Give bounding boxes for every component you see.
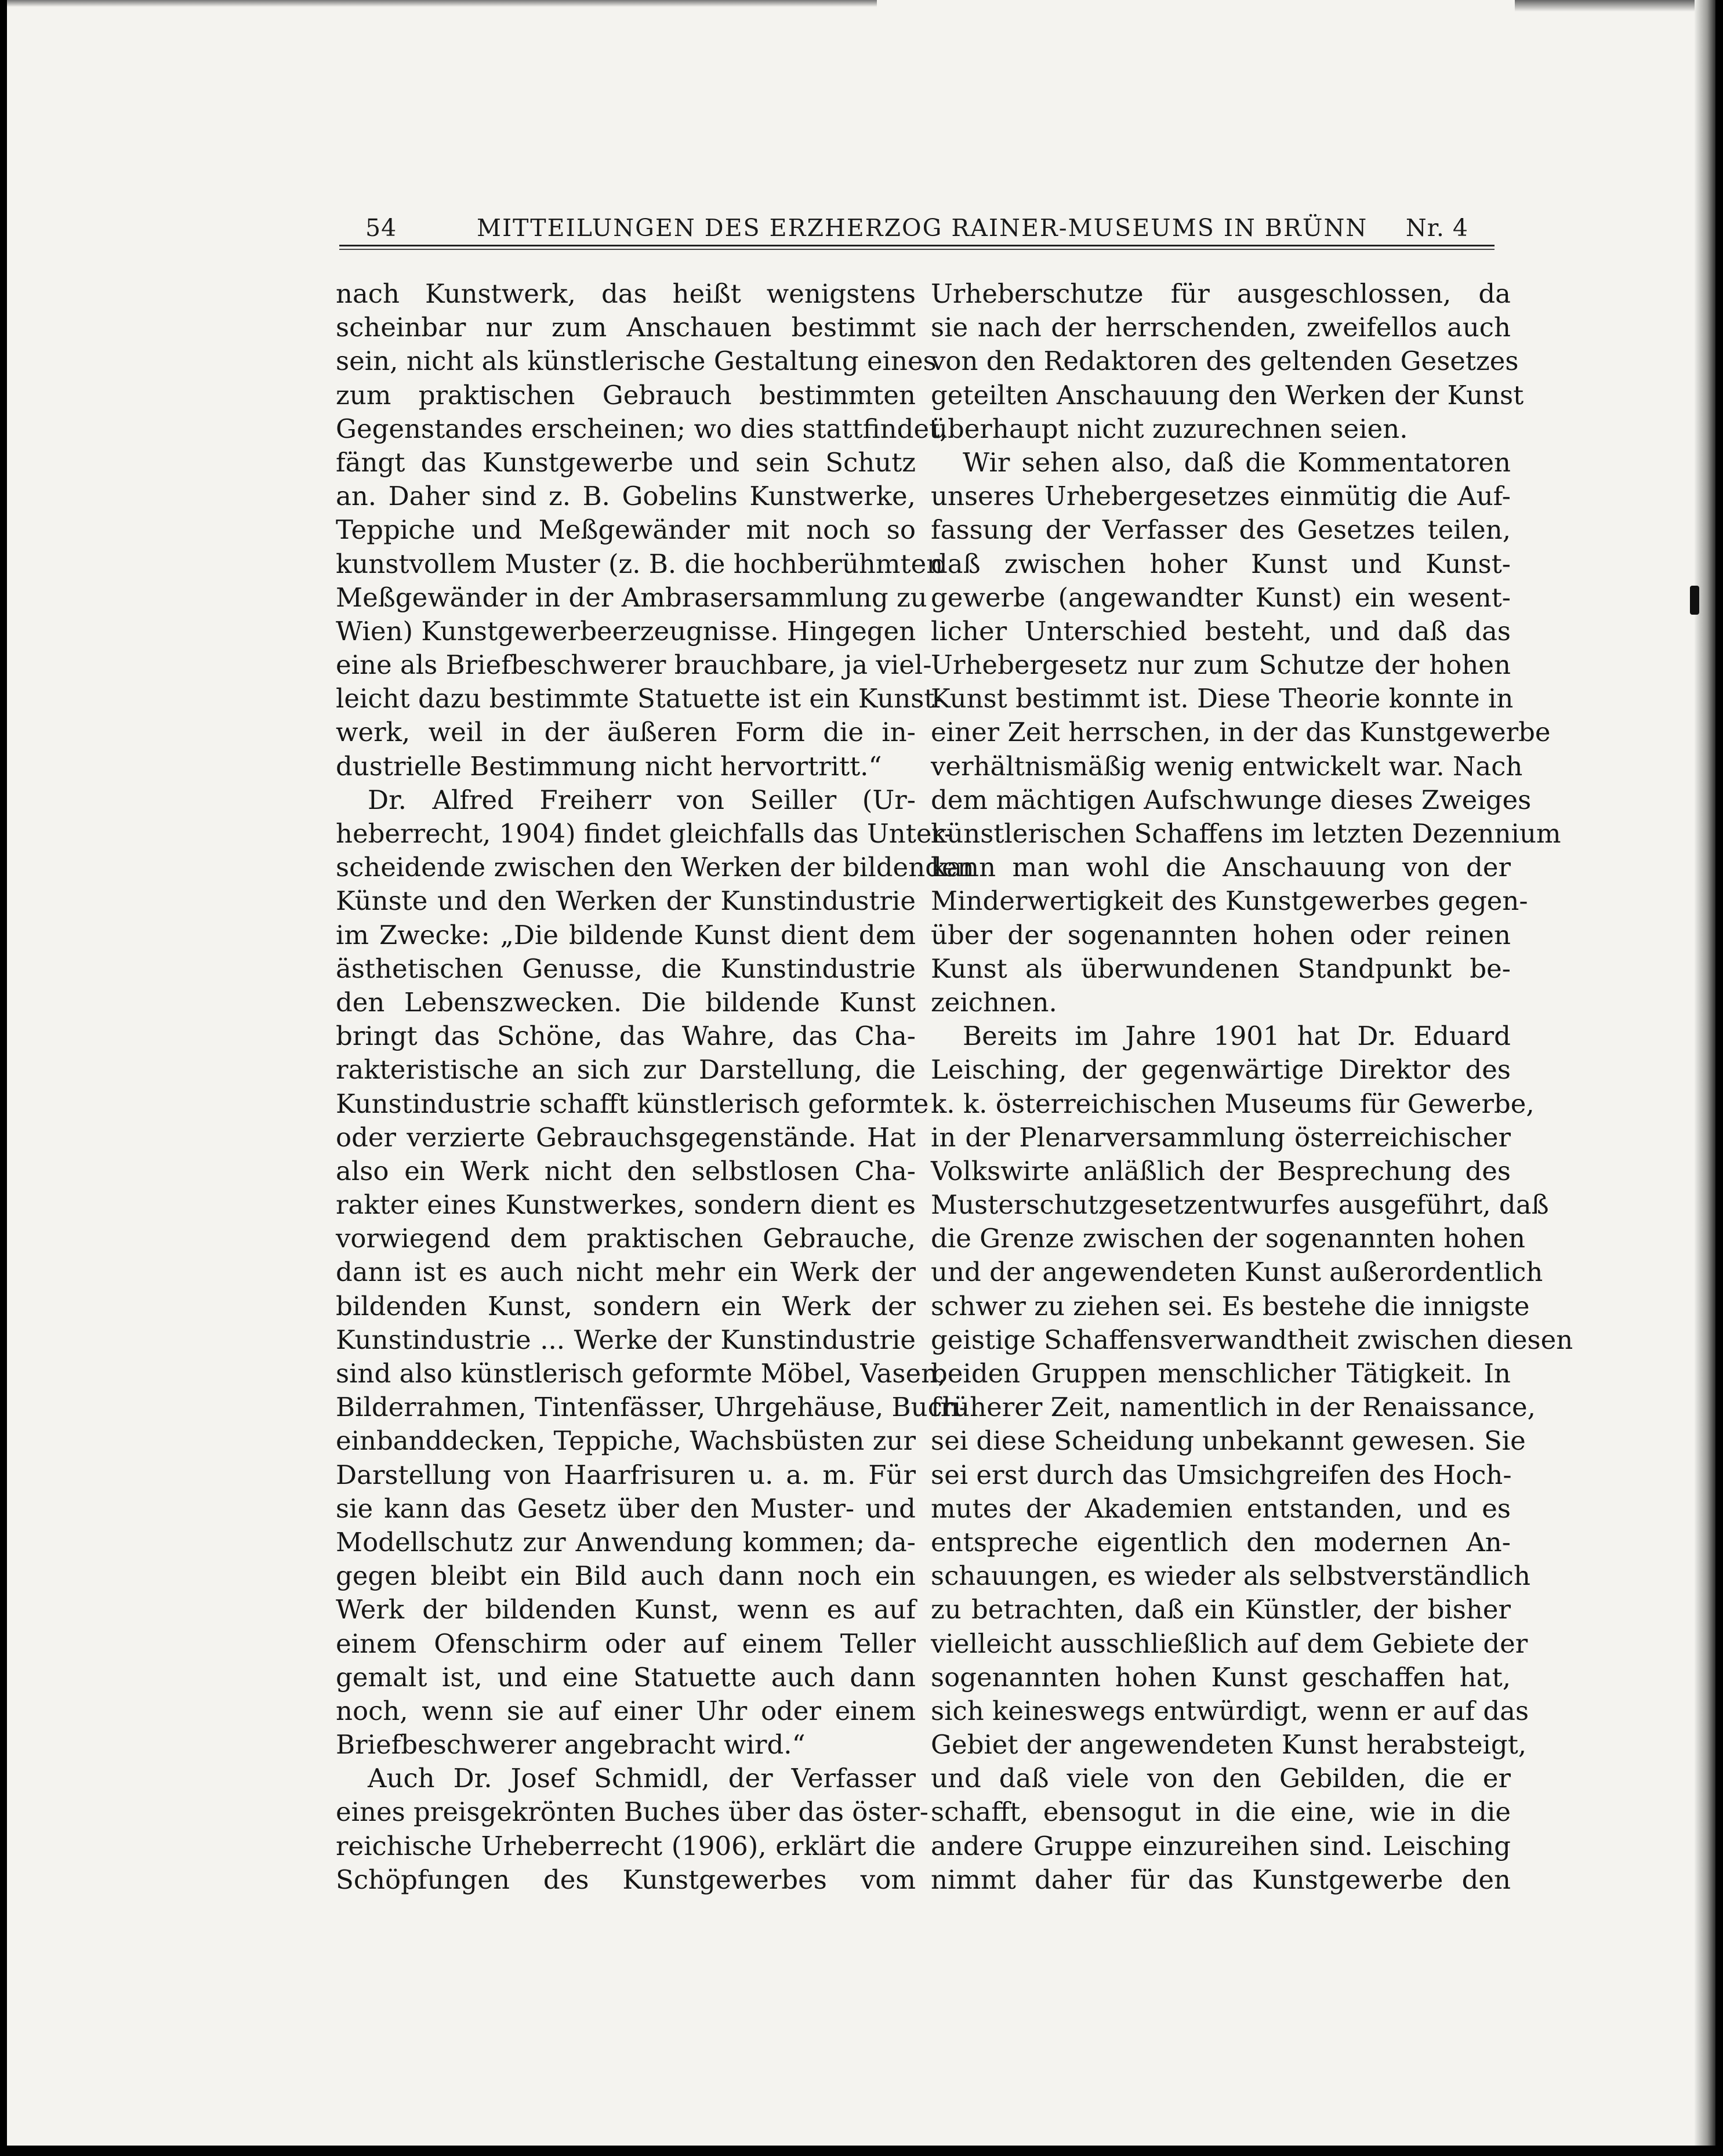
text-line: eines preisgekrönten Buches über das öster- — [336, 1796, 928, 1828]
text-line: Musterschutzgesetzentwurfes ausgeführt, daß — [931, 1189, 1549, 1221]
text-line: und daß viele von den Gebilden, die er — [931, 1763, 1511, 1794]
page-edge-mark — [1690, 586, 1699, 615]
text-line: und der angewendeten Kunst außerordentlich — [931, 1257, 1543, 1288]
text-line: gewerbe (angewandter Kunst) ein wesent- — [931, 582, 1511, 613]
scan-edge-shadow — [7, 0, 877, 7]
text-line: Urhebergesetz nur zum Schutze der hohen — [931, 649, 1511, 681]
scan-edge-shadow — [1515, 0, 1700, 12]
text-line: Kunst als überwundenen Standpunkt be- — [931, 953, 1511, 984]
text-line: Kunstindustrie schafft künstlerisch geformte — [336, 1088, 929, 1119]
header-rule — [339, 245, 1495, 250]
text-line: noch, wenn sie auf einer Uhr oder einem — [336, 1695, 916, 1726]
text-line: nach Kunstwerk, das heißt wenigstens — [336, 278, 916, 309]
text-line: scheidende zwischen den Werken der bildenden — [336, 852, 974, 883]
text-line: Werk der bildenden Kunst, wenn es auf — [336, 1594, 916, 1625]
text-line: einbanddecken, Teppiche, Wachsbüsten zur — [336, 1425, 916, 1457]
text-line: dustrielle Bestimmung nicht hervortritt.“ — [336, 750, 882, 782]
text-line: Auch Dr. Josef Schmidl, der Verfasser — [368, 1763, 916, 1794]
text-line: oder verzierte Gebrauchsgegenstände. Hat — [336, 1121, 916, 1153]
text-line: Volkswirte anläßlich der Besprechung des — [931, 1155, 1511, 1186]
text-line: sein, nicht als künstlerische Gestaltung eines — [336, 346, 937, 377]
text-line: k. k. österreichischen Museums für Gewerbe, — [931, 1088, 1535, 1119]
text-line: sich keineswegs entwürdigt, wenn er auf das — [931, 1695, 1529, 1726]
text-line: zum praktischen Gebrauch bestimmten — [336, 379, 916, 411]
text-line: Darstellung von Haarfrisuren u. a. m. Für — [336, 1459, 916, 1490]
text-line: Urheberschutze für ausgeschlossen, da — [931, 278, 1511, 309]
scanned-page — [7, 0, 1715, 2146]
text-line: vielleicht ausschließlich auf dem Gebiete der — [931, 1628, 1528, 1659]
text-line: zu betrachten, daß ein Künstler, der bisher — [931, 1594, 1511, 1625]
text-line: Gebiet der angewendeten Kunst herabsteigt, — [931, 1729, 1527, 1761]
text-line: an. Daher sind z. B. Gobelins Kunstwerke, — [336, 481, 916, 512]
text-line: künstlerischen Schaffens im letzten Dezennium — [931, 818, 1561, 849]
text-line: einem Ofenschirm oder auf einem Teller — [336, 1628, 916, 1659]
text-line: früherer Zeit, namentlich in der Renaissance, — [931, 1392, 1536, 1423]
text-line: beiden Gruppen menschlicher Tätigkeit. In — [931, 1358, 1511, 1389]
text-line: sie nach der herrschenden, zweifellos auch — [931, 312, 1511, 343]
text-line: Leisching, der gegenwärtige Direktor des — [931, 1054, 1511, 1086]
text-line: daß zwischen hoher Kunst und Kunst- — [931, 548, 1511, 579]
journal-title: MITTEILUNGEN DES ERZHERZOG RAINER-MUSEUMS IN BRÜNN — [477, 214, 1368, 242]
text-line: Kunst bestimmt ist. Diese Theorie konnte in — [931, 683, 1514, 714]
text-line: dem mächtigen Aufschwunge dieses Zweiges — [931, 784, 1532, 815]
issue-number: Nr. 4 — [1405, 214, 1468, 242]
text-line: im Zwecke: „Die bildende Kunst dient dem — [336, 919, 916, 950]
text-line: unseres Urhebergesetzes einmütig die Auf- — [931, 481, 1511, 512]
text-line: eine als Briefbeschwerer brauchbare, ja viel- — [336, 649, 932, 681]
text-line: zeichnen. — [931, 986, 1057, 1018]
text-line: Meßgewänder in der Ambrasersammlung zu — [336, 582, 927, 613]
text-line: kann man wohl die Anschauung von der — [931, 852, 1511, 883]
text-line: fängt das Kunstgewerbe und sein Schutz — [336, 447, 916, 478]
text-line: vorwiegend dem praktischen Gebrauche, — [336, 1223, 916, 1254]
text-line: Schöpfungen des Kunstgewerbes vom — [336, 1864, 916, 1895]
text-line: in der Plenarversammlung österreichischer — [931, 1121, 1511, 1153]
text-line: Künste und den Werken der Kunstindustrie — [336, 885, 916, 917]
text-line: schafft, ebensogut in die eine, wie in die — [931, 1796, 1511, 1828]
page-number: 54 — [365, 214, 397, 242]
text-line: bringt das Schöne, das Wahre, das Cha- — [336, 1021, 916, 1052]
text-line: geistige Schaffensverwandtheit zwischen diesen — [931, 1324, 1573, 1355]
text-line: Teppiche und Meßgewänder mit noch so — [336, 514, 916, 546]
text-line: andere Gruppe einzureihen sind. Leisching — [931, 1830, 1511, 1861]
text-line: den Lebenszwecken. Die bildende Kunst — [336, 986, 916, 1018]
text-line: schwer zu ziehen sei. Es bestehe die innigste — [931, 1290, 1530, 1322]
text-line: gegen bleibt ein Bild auch dann noch ein — [336, 1560, 916, 1592]
text-line: sei diese Scheidung unbekannt gewesen. Sie — [931, 1425, 1526, 1457]
text-line: rakteristische an sich zur Darstellung, die — [336, 1054, 916, 1086]
text-line: fassung der Verfasser des Gesetzes teilen, — [931, 514, 1511, 546]
text-line: sei erst durch das Umsichgreifen des Hoch- — [931, 1459, 1512, 1490]
text-line: schauungen, es wieder als selbstverständlich — [931, 1560, 1530, 1592]
running-header — [338, 212, 1492, 246]
text-line: Wien) Kunstgewerbeerzeugnisse. Hingegen — [336, 615, 916, 647]
text-line: nimmt daher für das Kunstgewerbe den — [931, 1864, 1511, 1895]
text-line: scheinbar nur zum Anschauen bestimmt — [336, 312, 916, 343]
text-line: sogenannten hohen Kunst geschaffen hat, — [931, 1661, 1511, 1693]
text-line: über der sogenannten hohen oder reinen — [931, 919, 1511, 950]
text-line: also ein Werk nicht den selbstlosen Cha- — [336, 1155, 916, 1186]
text-line: mutes der Akademien entstanden, und es — [931, 1493, 1511, 1524]
text-line: heberrecht, 1904) findet gleichfalls das Unter- — [336, 818, 953, 849]
text-line: dann ist es auch nicht mehr ein Werk der — [336, 1257, 916, 1288]
text-line: kunstvollem Muster (z. B. die hochberühmten — [336, 548, 944, 579]
text-line: einer Zeit herrschen, in der das Kunstgewerbe — [931, 717, 1551, 748]
text-line: Minderwertigkeit des Kunstgewerbes gegen- — [931, 885, 1528, 917]
text-line: sind also künstlerisch geformte Möbel, Vasen, — [336, 1358, 946, 1389]
text-line: reichische Urheberrecht (1906), erklärt die — [336, 1830, 916, 1861]
text-line: von den Redaktoren des geltenden Gesetzes — [931, 346, 1519, 377]
text-line: gemalt ist, und eine Statuette auch dann — [336, 1661, 916, 1693]
text-line: werk, weil in der äußeren Form die in- — [336, 717, 916, 748]
text-line: bildenden Kunst, sondern ein Werk der — [336, 1290, 916, 1322]
text-line: leicht dazu bestimmte Statuette ist ein Kunst- — [336, 683, 944, 714]
page-spine-edge — [1695, 0, 1715, 2146]
right-column — [931, 277, 1573, 1897]
text-line: Bereits im Jahre 1901 hat Dr. Eduard — [963, 1021, 1511, 1052]
text-line: verhältnismäßig wenig entwickelt war. Nach — [931, 750, 1523, 782]
text-line: Dr. Alfred Freiherr von Seiller (Ur- — [368, 784, 916, 815]
text-line: überhaupt nicht zuzurechnen seien. — [931, 413, 1408, 444]
text-line: geteilten Anschauung den Werken der Kunst — [931, 379, 1524, 411]
text-line: rakter eines Kunstwerkes, sondern dient es — [336, 1189, 916, 1221]
text-line: Bilderrahmen, Tintenfässer, Uhrgehäuse, Buch- — [336, 1392, 968, 1423]
text-line: entspreche eigentlich den modernen An- — [931, 1526, 1511, 1558]
text-line: Briefbeschwerer angebracht wird.“ — [336, 1729, 806, 1761]
text-line: licher Unterschied besteht, und daß das — [931, 615, 1511, 647]
text-line: Kunstindustrie ... Werke der Kunstindustrie — [336, 1324, 916, 1355]
text-line: Gegenstandes erscheinen; wo dies stattfindet, — [336, 413, 948, 444]
text-line: Wir sehen also, daß die Kommentatoren — [963, 447, 1511, 478]
text-line: sie kann das Gesetz über den Muster- und — [336, 1493, 916, 1524]
left-column — [336, 277, 974, 1897]
text-line: ästhetischen Genusse, die Kunstindustrie — [336, 953, 916, 984]
text-line: Modellschutz zur Anwendung kommen; da- — [336, 1526, 916, 1558]
text-line: die Grenze zwischen der sogenannten hohen — [931, 1223, 1525, 1254]
